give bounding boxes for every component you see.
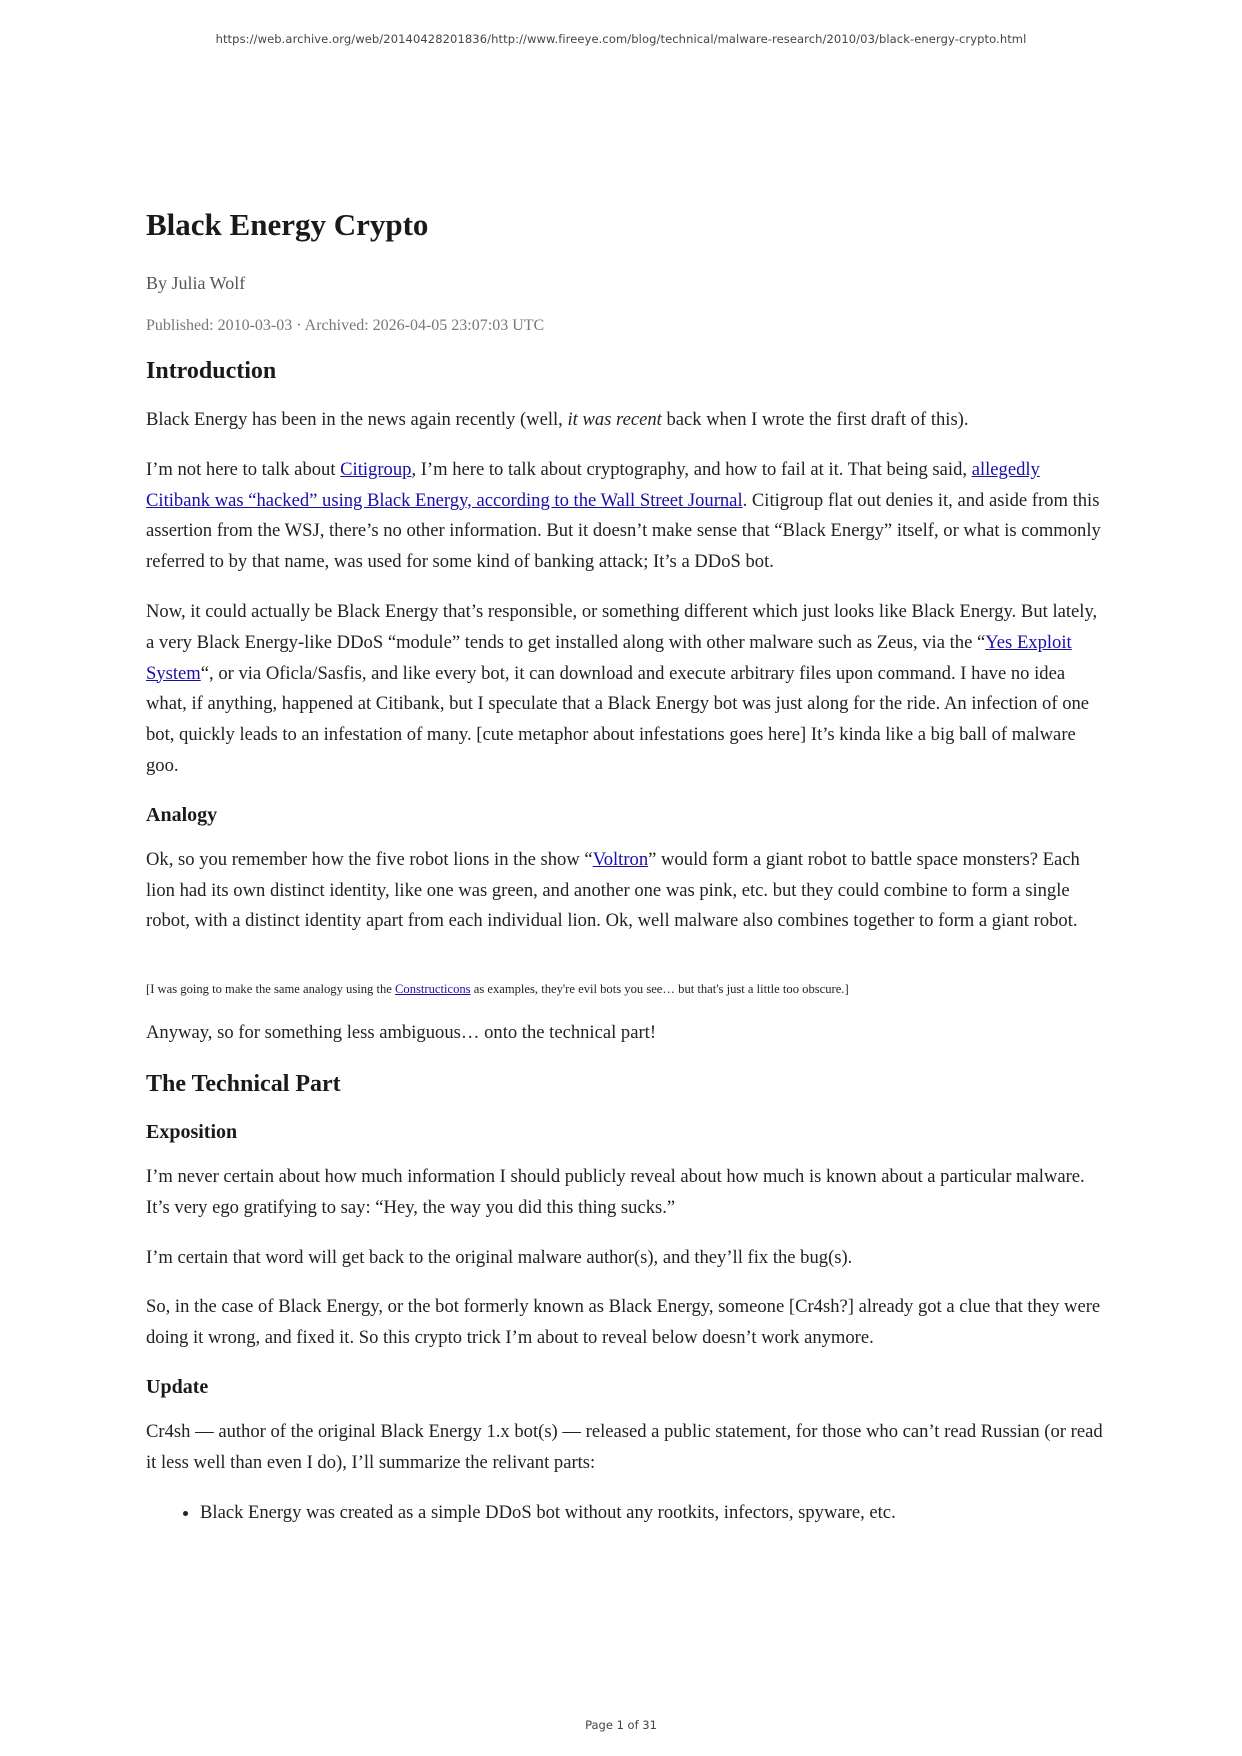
text-span: back when I wrote the first draft of this).: [661, 409, 969, 430]
exposition-paragraph-3: So, in the case of Black Energy, or the bot formerly known as Black Energy, someone [Cr4sh?] already got a clue that they were doing it wrong, and fixed it. So this crypto trick I’m about to reveal below doesn’t work anymore.: [146, 1296, 1101, 1349]
text-span: Ok, so you remember how the five robot lions in the show “: [146, 848, 593, 870]
text-span: . Citigroup flat out denies it, and aside from this assertion from the WSJ, there’s no other information. But it doesn’t make sense that “Black Energy” itself, or what is commonly referred to by that name, was used for some kind of banking attack; It’s a DDoS bot.: [146, 489, 1101, 573]
voltron-link[interactable]: Voltron: [592, 848, 649, 870]
constructicons-note: [146, 956, 1104, 998]
text-span: Now, it could actually be Black Energy that’s responsible, or something different which just looks like Black Energy. But lately, a very Black Energy-like DDoS “module” tends to get installed along with other malware such as Zeus, via the “: [146, 600, 1098, 653]
text-span: I’m not here to talk about: [146, 458, 341, 480]
exposition-paragraph-2: I’m certain that word will get back to the original malware author(s), and they’ll fix the bug(s).: [146, 1246, 853, 1268]
citigroup-link[interactable]: Citigroup: [340, 458, 412, 480]
heading-exposition: Exposition: [146, 1120, 238, 1143]
page-number: Page 1 of 31: [585, 1718, 657, 1732]
article-byline: By Julia Wolf: [146, 273, 246, 293]
article-title: Black Energy Crypto: [146, 207, 429, 242]
text-span: ” would form a giant robot to battle space monsters? Each lion had its own distinct identity, like one was green, and another one was pink, etc. but they could combine to form a single robot, with a distinct identity apart from each individual lion. Ok, well malware also combines together to form a giant robot.: [146, 848, 1080, 932]
list-item: • Black Energy was created as a simple DDoS bot without any rootkits, infectors, spyware, etc.: [200, 1498, 1104, 1529]
update-paragraph-1: Cr4sh — author of the original Black Energy 1.x bot(s) — released a public statement, for those who can’t read Russian (or read it less well than even I do), I’ll summarize the relivant parts:: [146, 1420, 1103, 1473]
intro-paragraph-2: [146, 455, 1104, 578]
analogy-paragraph-2: Anyway, so for something less ambiguous… onto the technical part!: [146, 1022, 657, 1044]
exposition-paragraph-1: I’m never certain about how much information I should publicly reveal about how much is known about a particular malware. It’s very ego gratifying to say: “Hey, the way you did this thing sucks.”: [146, 1165, 1085, 1218]
text-span: , I’m here to talk about cryptography, and how to fail at it. That being said,: [411, 458, 972, 480]
emphasis-text: it was recent: [567, 409, 662, 430]
heading-update: Update: [146, 1375, 209, 1398]
yes-exploit-system-link[interactable]: Yes Exploit System: [146, 631, 1072, 684]
wsj-article-link[interactable]: allegedly Citibank was “hacked” using Black Energy, according to the Wall Street Journal: [146, 458, 1040, 511]
article-meta: Published: 2010-03-03 · Archived: 2026-04-05 23:07:03 UTC: [146, 317, 545, 334]
intro-paragraph-1: [146, 405, 1104, 436]
text-span: Black Energy has been in the news again recently (well,: [146, 409, 568, 430]
intro-paragraph-3: [146, 597, 1104, 782]
heading-technical-part: The Technical Part: [146, 1070, 341, 1097]
heading-analogy: Analogy: [146, 803, 218, 826]
text-span: “, or via Oficla/Sasfis, and like every bot, it can download and execute arbitrary files upon command. I have no idea what, if anything, happened at Citibank, but I speculate that a Black Energy bot was just along for the ride. An infection of one bot, quickly leads to an infestation of many. [cute metaphor about infestations goes here] It’s kinda like a big ball of malware goo.: [146, 662, 1090, 776]
text-span: [I was going to make the same analogy using the: [146, 982, 396, 997]
article-content: [146, 205, 1104, 1528]
analogy-paragraph-1: [146, 845, 1104, 937]
update-list: [146, 1498, 1104, 1529]
archive-url-header: https://web.archive.org/web/20140428201836/http://www.fireeye.com/blog/technical/malware-research/2010/03/black-energy-crypto.html: [215, 32, 1027, 46]
constructicons-link[interactable]: Constructicons: [395, 982, 471, 997]
heading-introduction: Introduction: [146, 358, 277, 384]
text-span: as examples, they're evil bots you see… but that's just a little too obscure.]: [470, 982, 849, 997]
